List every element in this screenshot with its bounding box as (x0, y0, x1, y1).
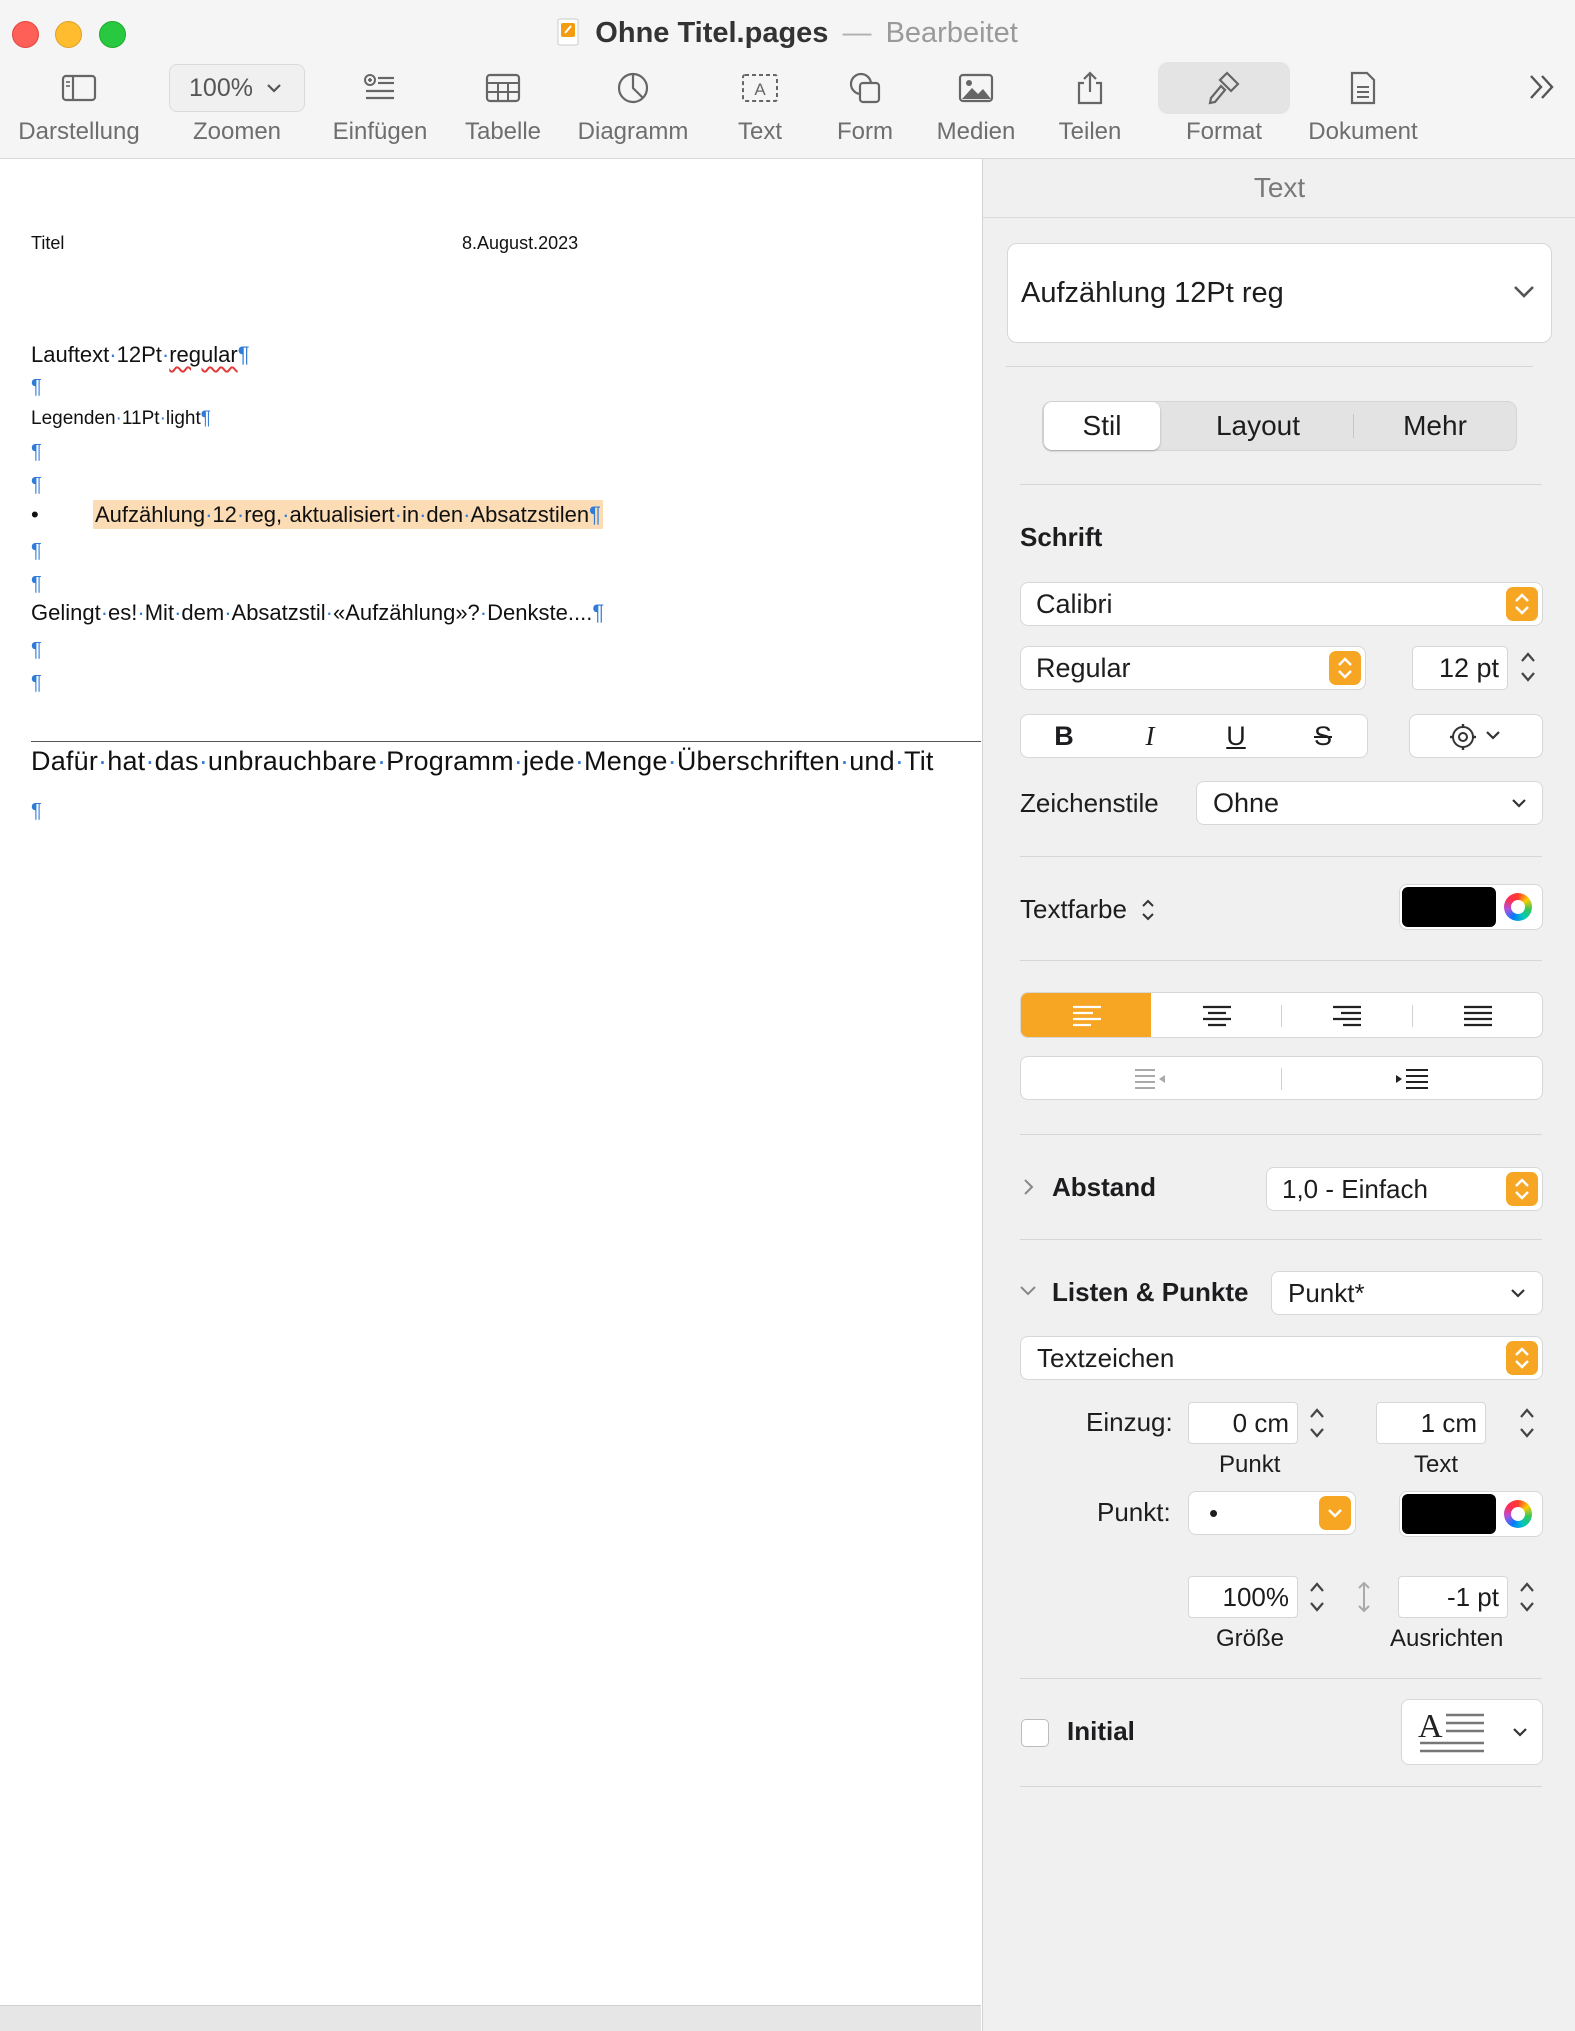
space-marker: · (513, 746, 523, 776)
font-family-select[interactable] (1020, 582, 1543, 626)
pilcrow-mark: ¶ (589, 502, 601, 527)
spacing-value: 1,0 - Einfach (1282, 1173, 1428, 1204)
bullet-char-select[interactable] (1188, 1491, 1356, 1535)
bullet-char-dropdown-button (1319, 1496, 1351, 1530)
char-styles-label: Zeichenstile (1020, 788, 1159, 818)
inspector-header: Text (983, 159, 1575, 218)
font-size-stepper[interactable] (1515, 646, 1541, 688)
text-color-well[interactable] (1399, 884, 1543, 930)
indent-bullet-value: 0 cm (1232, 1407, 1289, 1438)
spacing-stepper (1506, 1172, 1538, 1206)
tab-layout[interactable]: Layout (1215, 410, 1301, 441)
space-marker: · (115, 408, 122, 429)
advanced-options-button[interactable] (1409, 714, 1543, 758)
space-marker: · (109, 342, 117, 367)
bullet-paragraph[interactable] (31, 502, 603, 528)
indent-bullet-field[interactable] (1188, 1402, 1298, 1444)
space-marker: . (533, 233, 539, 253)
drop-cap-icon (1418, 1707, 1488, 1759)
space-marker: · (205, 502, 213, 527)
inspector-tabs (1042, 401, 1517, 451)
insert-list-icon (363, 72, 397, 104)
bullet-glyph: • (31, 502, 39, 527)
svg-text:A: A (754, 80, 766, 99)
chart-icon (616, 71, 650, 105)
media-icon (958, 73, 994, 103)
bullet-paragraph-text-selected (93, 500, 603, 529)
space-marker: . (472, 233, 478, 253)
toolbar-zoom-label: Zoomen (192, 118, 282, 145)
tab-mehr[interactable]: Mehr (1403, 410, 1467, 441)
space-marker: · (100, 600, 109, 625)
separator (1020, 1786, 1542, 1787)
decrease-indent-icon (1133, 1065, 1169, 1093)
chevron-down-icon[interactable] (1017, 1283, 1039, 1299)
sidebar-icon (61, 74, 97, 102)
pilcrow-mark: ¶ (31, 540, 42, 562)
space-marker: · (394, 502, 402, 527)
text-format-buttons (1020, 714, 1368, 758)
horizontal-scrollbar[interactable] (0, 2005, 981, 2031)
separator (1020, 1678, 1542, 1679)
indent-text-caption: Text (1414, 1451, 1459, 1478)
space-marker: · (145, 746, 155, 776)
space-marker: · (376, 746, 387, 776)
align-left-button[interactable] (1021, 993, 1151, 1037)
align-right-button[interactable] (1282, 993, 1412, 1037)
space-marker: · (667, 746, 677, 776)
pilcrow-mark: ¶ (200, 408, 211, 429)
updown-chevron-icon (1138, 896, 1158, 924)
font-section-title: Schrift (1020, 522, 1103, 552)
toolbar-dokument-label: Dokument (1308, 118, 1418, 145)
document-icon (1349, 70, 1377, 106)
space-marker: · (282, 502, 290, 527)
space-marker: . (580, 600, 587, 625)
shape-icon (848, 71, 882, 105)
updown-chevron-icon (1506, 1341, 1538, 1375)
document-canvas[interactable] (0, 159, 981, 2009)
font-family-stepper (1506, 587, 1538, 621)
space-marker: . (567, 600, 574, 625)
bullet-size-value: 100% (1222, 1581, 1289, 1612)
spacing-select[interactable] (1266, 1167, 1543, 1211)
indent-text-value: 1 cm (1420, 1407, 1477, 1438)
document-name: Ohne Titel.pages (595, 17, 829, 49)
underline-button[interactable]: U (1226, 720, 1246, 751)
pilcrow-mark: ¶ (237, 342, 250, 367)
toolbar-darstellung[interactable] (9, 62, 149, 146)
toolbar-tabelle-label: Tabelle (464, 118, 542, 145)
align-justify-button[interactable] (1413, 993, 1543, 1037)
header-title: Titel (31, 233, 65, 253)
toolbar-einfuegen[interactable] (310, 62, 450, 146)
align-center-button[interactable] (1152, 993, 1281, 1037)
chevron-down-icon (1319, 1496, 1351, 1530)
list-style-dropdown[interactable] (1271, 1271, 1543, 1315)
header-date: 8.August.2023 (462, 233, 579, 253)
indent-buttons (1020, 1056, 1543, 1100)
align-justify-icon (1462, 1002, 1494, 1030)
text-color-label[interactable] (1020, 894, 1158, 925)
bold-button[interactable]: B (1054, 720, 1074, 751)
align-center-icon (1201, 1002, 1233, 1030)
toolbar-darstellung-label: Darstellung (18, 118, 140, 145)
chevron-down-icon (1484, 729, 1502, 743)
zoom-value: 100% (189, 73, 253, 102)
pilcrow-mark: ¶ (31, 672, 42, 694)
toolbar-diagramm-label: Diagramm (577, 118, 689, 145)
pilcrow-mark: ¶ (31, 376, 42, 398)
space-marker: · (161, 342, 170, 367)
toolbar-einfuegen-label: Einfügen (332, 118, 428, 145)
bullet-size-caption: Größe (1216, 1625, 1285, 1652)
paragraph-gelingt[interactable] (31, 600, 604, 626)
paragraph-legenden[interactable] (31, 408, 211, 430)
toolbar-medien-label: Medien (936, 118, 1016, 145)
separator (1020, 960, 1542, 961)
bullet-type-select[interactable] (1020, 1336, 1543, 1380)
bullet-label: Punkt: (1097, 1497, 1171, 1527)
space-marker: . (586, 600, 593, 625)
space-marker: · (159, 408, 166, 429)
font-family-value: Calibri (1036, 588, 1113, 619)
space-marker: · (479, 600, 488, 625)
toolbar-tabelle[interactable] (433, 62, 573, 146)
increase-indent-icon (1394, 1065, 1430, 1093)
zoom-dropdown[interactable] (169, 64, 305, 112)
font-style-value: Regular (1036, 652, 1131, 683)
decrease-indent-button[interactable] (1021, 1057, 1281, 1099)
toolbar-form-label: Form (837, 118, 893, 145)
horizontal-rule (31, 741, 981, 742)
bullet-align-value: -1 pt (1446, 1581, 1499, 1612)
space-marker: · (98, 746, 108, 776)
format-inspector (982, 159, 1575, 2031)
window-title (0, 14, 1575, 52)
indent-label: Einzug: (1086, 1407, 1173, 1437)
chevron-down-icon (1510, 1725, 1530, 1741)
toolbar-teilen-label: Teilen (1058, 118, 1122, 145)
paintbrush-icon (1207, 70, 1241, 106)
font-style-select[interactable] (1020, 646, 1366, 690)
space-marker: · (198, 746, 208, 776)
space-marker: . (573, 600, 581, 625)
color-wheel-icon[interactable] (1504, 1500, 1532, 1528)
updown-chevron-icon (1506, 587, 1538, 621)
tab-stil[interactable]: Stil (1044, 402, 1160, 450)
chevron-down-icon (1511, 282, 1537, 302)
list-style-value: Punkt* (1288, 1277, 1365, 1308)
pages-document-icon (557, 18, 579, 46)
separator (1020, 1239, 1542, 1240)
separator (1020, 484, 1542, 485)
document-state: Bearbeitet (885, 17, 1018, 49)
char-styles-dropdown[interactable] (1196, 781, 1543, 825)
toolbar-format-label: Format (1185, 118, 1262, 145)
title-separator: — (842, 17, 872, 49)
align-right-icon (1331, 1002, 1363, 1030)
space-marker: · (325, 600, 333, 625)
chevron-down-icon (1509, 796, 1529, 812)
space-marker: · (894, 746, 905, 776)
gear-icon (1448, 722, 1478, 752)
indent-bullet-caption: Punkt (1219, 1451, 1281, 1478)
initial-style-dropdown[interactable] (1401, 1699, 1543, 1765)
indent-bullet-stepper[interactable] (1304, 1402, 1330, 1444)
separator (1020, 856, 1542, 857)
paragraph-lauftext[interactable] (31, 342, 250, 368)
paragraph-style-value: Aufzählung 12Pt reg (1021, 276, 1284, 309)
space-marker: · (137, 600, 145, 625)
bullet-align-stepper[interactable] (1514, 1576, 1540, 1618)
table-icon (485, 73, 521, 103)
paragraph-style-dropdown[interactable] (1007, 243, 1552, 343)
text-color-label-text: Textfarbe (1020, 894, 1127, 924)
toolbar-teilen[interactable] (1020, 62, 1160, 146)
pilcrow-mark: ¶ (31, 639, 42, 661)
indent-text-stepper[interactable] (1514, 1402, 1540, 1444)
textbox-icon (741, 73, 779, 103)
bullet-char-value: • (1209, 1497, 1219, 1528)
space-marker: · (174, 600, 182, 625)
tab-divider (1353, 414, 1354, 438)
bullet-type-value: Textzeichen (1037, 1342, 1175, 1373)
spellcheck-word[interactable]: regular (169, 342, 238, 367)
italic-button[interactable]: I (1145, 720, 1155, 751)
alignment-buttons (1020, 992, 1543, 1038)
updown-chevron-icon (1506, 1172, 1538, 1206)
initial-checkbox[interactable] (1021, 1719, 1049, 1747)
color-wheel-icon[interactable] (1504, 893, 1532, 921)
toolbar-more-button[interactable] (1525, 70, 1559, 109)
paragraph-gelingt-text: Gelingt·es!·Mit·dem·Absatzstil·«Aufzählung»?·Denkste.... (31, 600, 593, 625)
heading-paragraph[interactable]: Dafür·hat·das·unbrauchbare·Programm·jede·Menge·Überschriften·und·Tit (31, 746, 934, 776)
pilcrow-mark: ¶ (31, 800, 42, 822)
increase-indent-button[interactable] (1282, 1057, 1542, 1099)
chevron-right-icon[interactable] (1020, 1176, 1036, 1198)
char-styles-value: Ohne (1213, 787, 1280, 818)
pilcrow-mark: ¶ (31, 573, 42, 595)
bullet-align-caption: Ausrichten (1390, 1625, 1504, 1652)
bullet-size-field[interactable] (1188, 1576, 1298, 1618)
updown-chevron-icon (1329, 651, 1361, 685)
pilcrow-mark: ¶ (31, 441, 42, 463)
toolbar-zoom[interactable] (167, 62, 307, 146)
font-style-stepper (1329, 651, 1361, 685)
share-icon (1075, 70, 1105, 106)
toolbar-diagramm[interactable] (563, 62, 703, 146)
pilcrow-mark: ¶ (31, 474, 42, 496)
toolbar-dokument[interactable] (1293, 62, 1433, 146)
initial-label[interactable]: Initial (1067, 1716, 1135, 1746)
space-marker: · (463, 502, 471, 527)
toolbar-format[interactable] (1154, 62, 1294, 146)
vertical-align-icon (1355, 1580, 1373, 1614)
paragraph-lauftext-text: Lauftext·12Pt·regular (31, 342, 238, 367)
strikethrough-button[interactable]: S (1313, 720, 1332, 751)
space-marker: · (574, 746, 585, 776)
separator (1006, 366, 1533, 367)
spacing-label[interactable]: Abstand (1052, 1172, 1156, 1202)
font-size-field[interactable] (1412, 646, 1508, 690)
bullet-align-field[interactable] (1398, 1576, 1508, 1618)
space-marker: · (236, 502, 245, 527)
bullet-color-swatch[interactable] (1402, 1494, 1496, 1534)
indent-text-field[interactable] (1376, 1402, 1486, 1444)
bullet-type-stepper (1506, 1341, 1538, 1375)
space-marker: · (224, 600, 232, 625)
bullet-paragraph-text: Aufzählung·12·reg,·aktualisiert·in·den·Absatzstilen (95, 502, 590, 527)
bullet-color-well[interactable] (1399, 1491, 1543, 1537)
toolbar-text-label: Text (737, 118, 782, 145)
text-color-swatch[interactable] (1402, 887, 1496, 927)
bullet-size-stepper[interactable] (1304, 1576, 1330, 1618)
pilcrow-mark: ¶ (592, 600, 605, 625)
font-size-value: 12 pt (1438, 652, 1499, 683)
align-left-icon (1071, 1002, 1103, 1030)
lists-label[interactable]: Listen & Punkte (1052, 1277, 1249, 1307)
space-marker: · (419, 502, 427, 527)
chevron-down-icon (263, 81, 285, 95)
titlebar (0, 0, 1575, 159)
space-marker: · (839, 746, 850, 776)
chevron-double-right-icon (1525, 70, 1559, 104)
paragraph-legenden-text: Legenden·11Pt·light (31, 408, 201, 429)
separator (1020, 1134, 1542, 1135)
svg-text:A: A (1418, 1708, 1443, 1745)
chevron-down-icon (1508, 1286, 1528, 1302)
